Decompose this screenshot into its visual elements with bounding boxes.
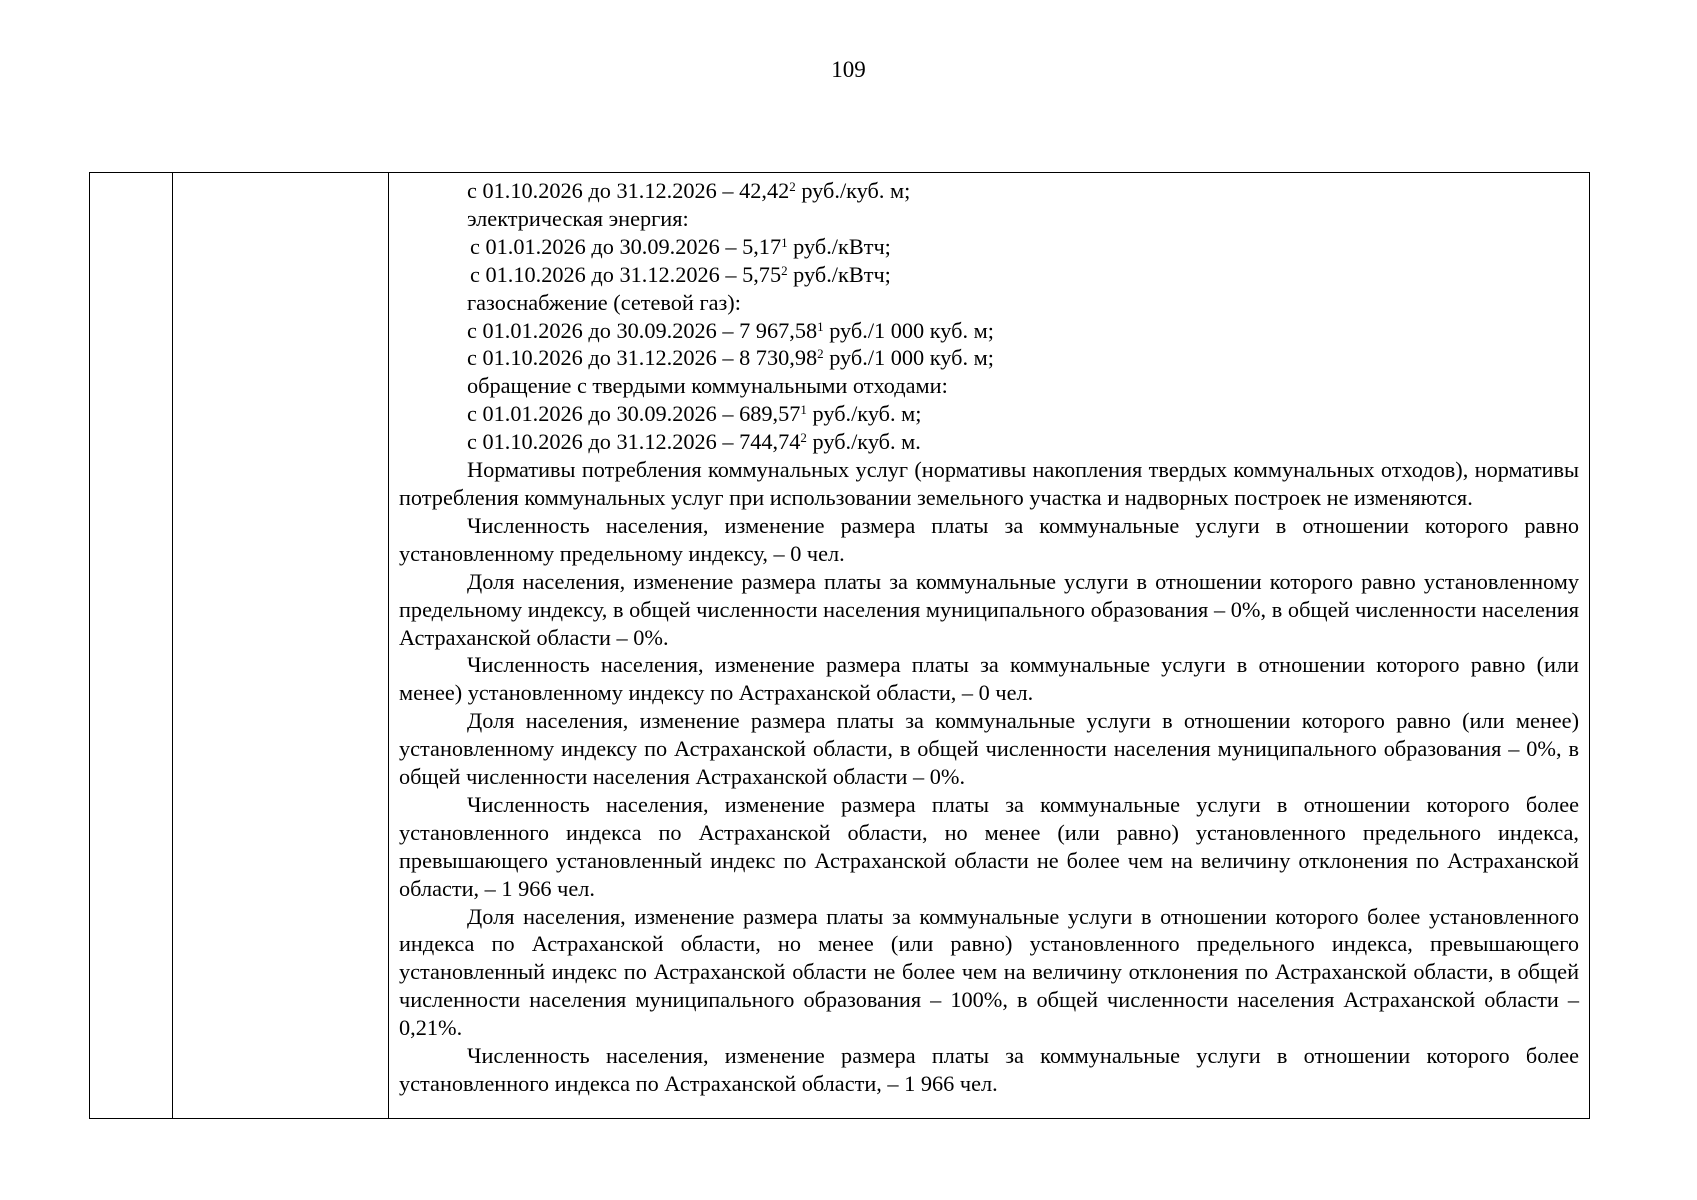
tariff-gas-q1-q3: с 01.01.2026 до 30.09.2026 – 7 967,58$^1$ руб./1 000 куб. м; bbox=[467, 317, 994, 343]
tariff-heading-gas: газоснабжение (сетевой газ): bbox=[467, 289, 741, 315]
table-column-number bbox=[90, 173, 173, 1118]
paragraph-population-above-index-within-deviation: Численность населения, изменение размера платы за коммунальные услуги в отношении которого более установленного индекса по Астраханской области, но менее (или равно) установленного предельного индекса, превышающего установленный индекс по Астраханской области не более чем на величину отклонения по Астраханской области, – 1 966 чел. bbox=[399, 791, 1579, 901]
tariff-electricity-q4: с 01.10.2026 до 31.12.2026 – 5,75$^2$ руб./кВтч; bbox=[470, 261, 891, 287]
page-number: 109 bbox=[831, 57, 866, 82]
tariff-gas-q4: с 01.10.2026 до 31.12.2026 – 8 730,98$^2$ руб./1 000 куб. м; bbox=[467, 345, 994, 371]
tariff-heading-waste: обращение с твердыми коммунальными отходами: bbox=[467, 373, 948, 399]
paragraph-population-regional-index: Численность населения, изменение размера платы за коммунальные услуги в отношении которого равно (или менее) установленному индексу по Астраханской области, – 0 чел. bbox=[399, 652, 1579, 706]
paragraph-population-limit-index: Численность населения, изменение размера платы за коммунальные услуги в отношении которого равно установленному предельному индексу, – 0 чел. bbox=[399, 512, 1579, 566]
document-table bbox=[89, 172, 1590, 1119]
table-column-content bbox=[389, 173, 1589, 1118]
paragraph-share-limit-index: Доля населения, изменение размера платы за коммунальные услуги в отношении которого равно установленному предельному индексу, в общей численности населения муниципального образования – 0%, в общей численности населения Астраханской области – 0%. bbox=[399, 568, 1579, 650]
tariff-heading-electricity: электрическая энергия: bbox=[467, 205, 689, 231]
tariff-waste-q1-q3: с 01.01.2026 до 30.09.2026 – 689,57$^1$ руб./куб. м; bbox=[467, 401, 922, 427]
tariff-electricity-q1-q3: с 01.01.2026 до 30.09.2026 – 5,17$^1$ руб./кВтч; bbox=[470, 233, 891, 259]
paragraph-share-regional-index: Доля населения, изменение размера платы за коммунальные услуги в отношении которого равно (или менее) установленному индексу по Астраханской области, в общей численности населения муниципального образования – 0%, в общей численности населения Астраханской области – 0%. bbox=[399, 708, 1579, 790]
paragraph-population-above-regional-index: Численность населения, изменение размера платы за коммунальные услуги в отношении которого более установленного индекса по Астраханской области, – 1 966 чел. bbox=[399, 1043, 1579, 1096]
paragraph-share-above-index-within-deviation: Доля населения, изменение размера платы за коммунальные услуги в отношении которого более установленного индекса по Астраханской области, но менее (или равно) установленного предельного индекса, превышающего установленный индекс по Астраханской области не более чем на величину отклонения по Астраханской области, в общей численности населения муниципального образования – 100%, в общей численности населения Астраханской области – 0,21%. bbox=[399, 903, 1579, 1041]
table-column-name bbox=[173, 173, 389, 1118]
paragraph-consumption-norms: Нормативы потребления коммунальных услуг (нормативы накопления твердых коммунальных отходов), нормативы потребления коммунальных услуг при использовании земельного участка и надворных построек не изменяются. bbox=[399, 457, 1579, 510]
tariff-water-q4: с 01.10.2026 до 31.12.2026 – 42,42$^2$ руб./куб. м; bbox=[467, 178, 911, 203]
tariff-waste-q4: с 01.10.2026 до 31.12.2026 – 744,74$^2$ руб./куб. м. bbox=[467, 429, 921, 455]
